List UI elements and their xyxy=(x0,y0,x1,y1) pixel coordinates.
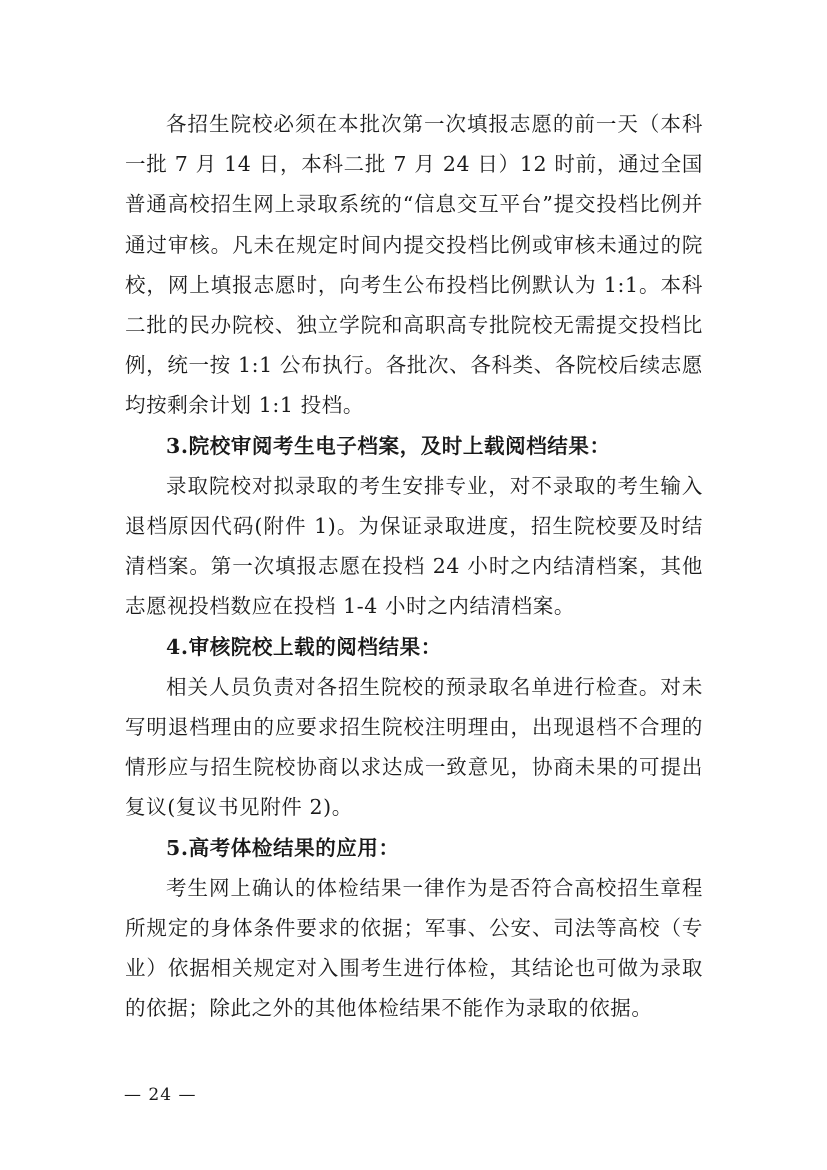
document-body xyxy=(125,104,703,1029)
paragraph-review-archives: 录取院校对拟录取的考生安排专业，对不录取的考生输入退档原因代码(附件 1)。为保证录取进度，招生院校要及时结清档案。第一次填报志愿在投档 24 小时之内结清档案，其他志愿视投档数应在投档 1-4 小时之内结清档案。 xyxy=(125,473,703,619)
paragraph-audit-results: 相关人员负责对各招生院校的预录取名单进行检查。对未写明退档理由的应要求招生院校注明理由，出现退档不合理的情形应与招生院校协商以求达成一致意见，协商未果的可提出复议(复议书见附件 2)。 xyxy=(125,674,703,820)
paragraph-medical-exam: 考生网上确认的体检结果一律作为是否符合高校招生章程所规定的身体条件要求的依据；军事、公安、司法等高校（专业）依据相关规定对入围考生进行体检，其结论也可做为录取的依据；除此之外的其他体检结果不能作为录取的依据。 xyxy=(125,875,703,1021)
heading-audit-results: 4.审核院校上载的阅档结果： xyxy=(166,634,442,659)
paragraph-submit-ratio: 各招生院校必须在本批次第一次填报志愿的前一天（本科一批 7 月 14 日，本科二批 7 月 24 日）12 时前，通过全国普通高校招生网上录取系统的“信息交互平台”提交投档比例并通过审核。凡未在规定时间内提交投档比例或审核未通过的院校，网上填报志愿时，向考生公布投档比例默认为 1:1。本科二批的民办院校、独立学院和高职高专批院校无需提交投档比例，统一按 1:1 公布执行。各批次、各科类、各院校后续志愿均按剩余计划 1:1 投档。 xyxy=(125,112,703,418)
heading-medical-exam: 5.高考体检结果的应用： xyxy=(166,835,400,860)
heading-review-archives: 3.院校审阅考生电子档案，及时上载阅档结果： xyxy=(166,433,611,458)
page-number: — 24 — xyxy=(124,1085,197,1105)
